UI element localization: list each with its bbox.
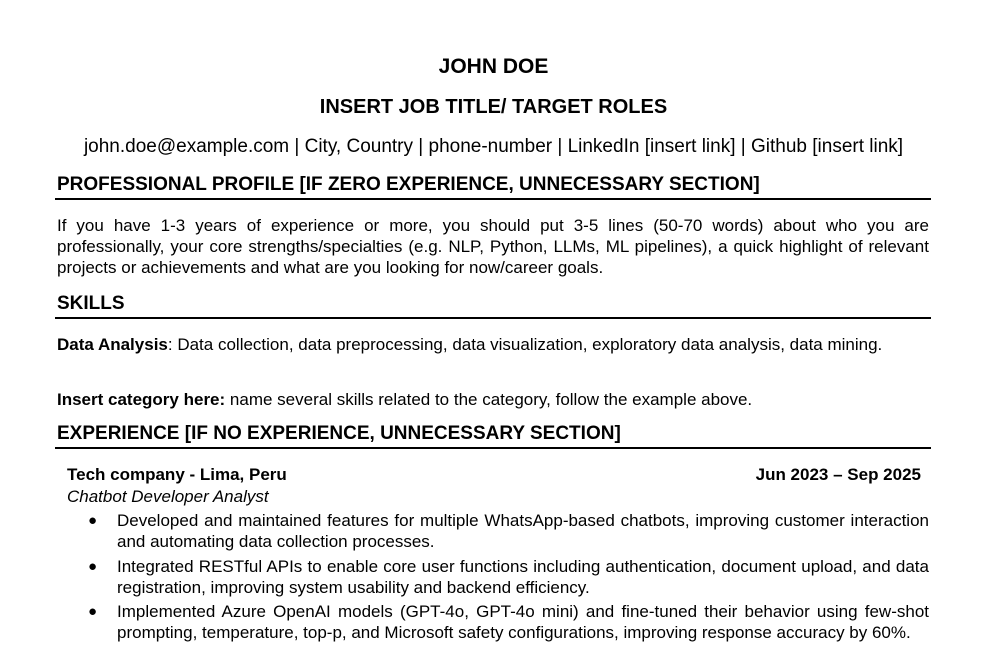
skill-text: name several skills related to the category, follow the example above. — [229, 390, 753, 409]
profile-text: If you have 1-3 years of experience or more, you should put 3-5 lines (50-70 words) about who you are professionally, your core strengths/specialties (e.g. NLP, Python, LLMs, ML pipelines), a quick highlight of relevant projects or achievements and what are you looking for now/career goals. — [57, 216, 929, 277]
profile-divider — [55, 198, 931, 200]
bullet-item: Integrated RESTful APIs to enable core user functions including authentication, document upload, and data registration, improving system usability and backend efficiency. — [117, 557, 929, 597]
experience-heading: EXPERIENCE [IF NO EXPERIENCE, UNNECESSARY SECTION] — [57, 423, 621, 444]
bullet-item: Developed and maintained features for multiple WhatsApp-based chatbots, improving customer interaction and automating data collection processes. — [117, 511, 929, 551]
skill-separator: : — [167, 335, 178, 354]
role-title: Chatbot Developer Analyst — [67, 487, 269, 506]
bullet-item: Implemented Azure OpenAI models (GPT-4o, GPT-4o mini) and fine-tuned their behavior using few-shot prompting, temperature, top-p, and Microsoft safety configurations, improving response accuracy by 60%. — [117, 602, 929, 642]
experience-divider — [55, 447, 931, 449]
skill-item — [57, 388, 929, 411]
bullet-icon: ● — [88, 512, 98, 529]
profile-heading: PROFESSIONAL PROFILE [IF ZERO EXPERIENCE, UNNECESSARY SECTION] — [57, 174, 760, 195]
skill-category: Data Analysis — [57, 335, 168, 354]
skills-heading: SKILLS — [57, 293, 125, 314]
skill-text: Data collection, data preprocessing, data visualization, exploratory data analysis, data mining. — [177, 335, 883, 354]
skills-divider — [55, 317, 931, 319]
employment-dates: Jun 2023 – Sep 2025 — [755, 465, 921, 484]
skill-category: Insert category here: — [57, 390, 226, 409]
candidate-name: JOHN DOE — [438, 55, 549, 78]
job-title: INSERT JOB TITLE/ TARGET ROLES — [319, 96, 668, 118]
bullet-icon: ● — [88, 603, 98, 620]
bullet-icon: ● — [88, 558, 98, 575]
contact-line: john.doe@example.com | City, Country | phone-number | LinkedIn [insert link] | Github [insert link] — [83, 136, 904, 157]
skill-item — [57, 333, 929, 356]
company-name: Tech company - Lima, Peru — [67, 465, 287, 484]
